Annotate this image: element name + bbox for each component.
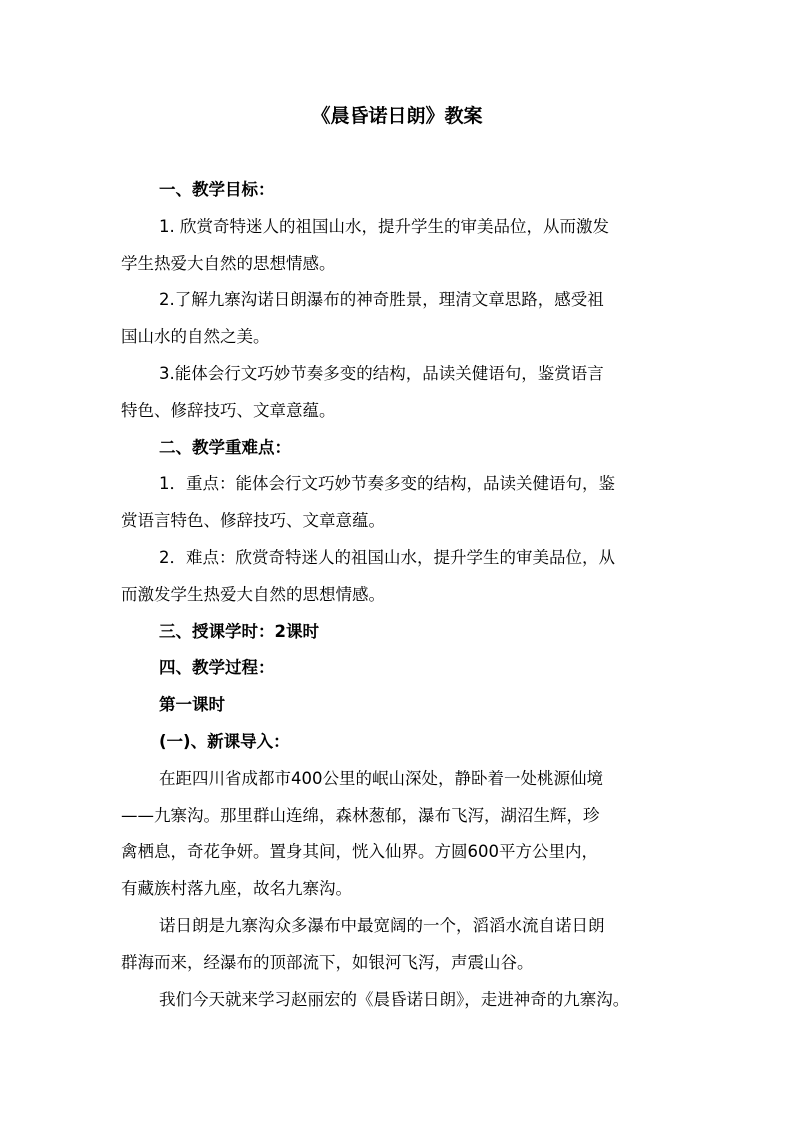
paragraph-line: 赏语言特色、修辞技巧、文章意蕴。 (121, 511, 385, 531)
paragraph-line: 禽栖息，奇花争妍。置身其间，恍入仙界。方圆600平方公里内， (121, 842, 598, 862)
paragraph-line: 学生热爱大自然的思想情感。 (121, 253, 336, 273)
paragraph-line: ——九寨沟。那里群山连绵，森林葱郁，瀑布飞泻，湖沼生辉，珍 (121, 805, 600, 825)
paragraph-line: 2．难点：欣赏奇特迷人的祖国山水，提升学生的审美品位，从 (159, 547, 615, 567)
paragraph-line: 特色、修辞技巧、文章意蕴。 (121, 400, 336, 420)
paragraph-line: 诺日朗是九寨沟众多瀑布中最宽阔的一个，滔滔水流自诺日朗 (159, 915, 605, 935)
paragraph-line: 我们今天就来学习赵丽宏的《晨昏诺日朗》，走进神奇的九寨沟。 (159, 989, 630, 1009)
section-heading-class-hours: 三、授课学时：2课时 (159, 621, 319, 641)
paragraph-line: 在距四川省成都市400公里的岷山深处，静卧着一处桃源仙境 (159, 768, 603, 788)
paragraph-line: 1. 欣赏奇特迷人的祖国山水，提升学生的审美品位，从而激发 (159, 216, 609, 236)
document-title: 《晨昏诺日朗》教案 (311, 105, 483, 127)
section-heading-key-points: 二、教学重难点： (159, 437, 291, 457)
paragraph-line: 国山水的自然之美。 (121, 327, 270, 347)
paragraph-line: 3.能体会行文巧妙节奏多变的结构，品读关健语句，鉴赏语言 (159, 363, 604, 383)
subsection-heading-introduction: (一)、新课导入： (159, 731, 290, 751)
paragraph-line: 而激发学生热爱大自然的思想情感。 (121, 584, 385, 604)
paragraph-line: 有藏族村落九座，故名九寨沟。 (121, 879, 352, 899)
paragraph-line: 群海而来，经瀑布的顶部流下，如银河飞泻，声震山谷。 (121, 952, 534, 972)
document-body (121, 172, 681, 1018)
subsection-heading-first-lesson: 第一课时 (159, 695, 225, 715)
paragraph-line: 1．重点：能体会行文巧妙节奏多变的结构，品读关健语句，鉴 (159, 474, 615, 494)
paragraph-line: 2.了解九寨沟诺日朗瀑布的神奇胜景，理清文章思路，感受祖 (159, 290, 604, 310)
section-heading-process: 四、教学过程： (159, 658, 275, 678)
section-heading-objectives: 一、教学目标： (159, 180, 275, 199)
